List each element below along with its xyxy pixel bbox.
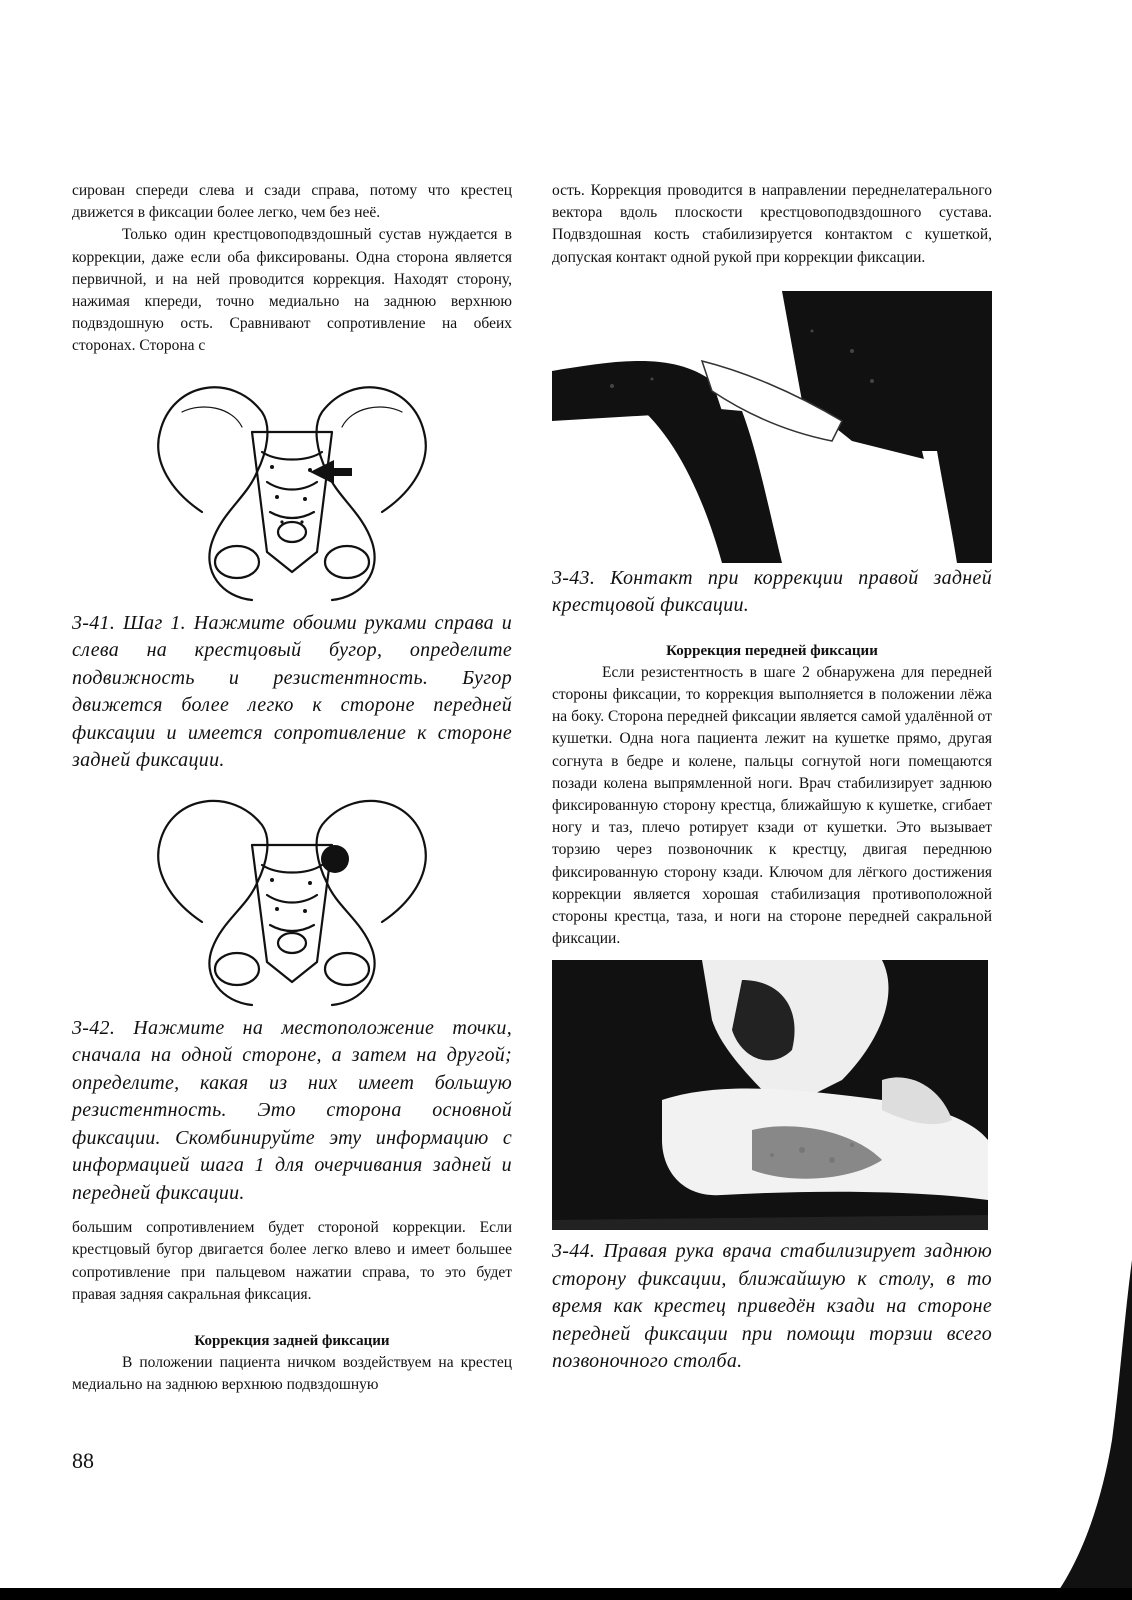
page-edge-shadow [1052,1260,1132,1600]
figure-3-41-caption: 3-41. Шаг 1. Нажмите обоими руками справа и слева на крестцовый бугор, определите подвижность и резистентность. Бугор движется более легко к стороне передней фиксации и имеется сопротивление к стороне задней фиксации. [72,611,512,772]
arrow-icon [310,460,352,484]
left-column [72,180,512,1396]
figure-3-41-pelvis-illustration [142,372,442,604]
figure-3-43-photo [552,291,992,563]
pressure-point-icon [321,845,349,873]
right-paragraph-1: ость. Коррекция проводится в направлении переднелатерального вектора вдоль плоскости крестцовоподвздошного сустава. Подвздошная кость стабилизируется контактом с кушеткой, допуская контакт одной рукой при коррекции фиксации. [552,182,992,266]
scan-border-bottom [0,1588,1132,1600]
figure-3-44-caption: 3-44. Правая рука врача стабилизирует заднюю сторону фиксации, ближайшую к столу, в то время как крестец приведён кзади на стороне передней фиксации при помощи торзии всего позвоночного столба. [552,1240,992,1373]
section-heading-posterior-fixation: Коррекция задней фиксации [194,1332,390,1349]
right-paragraph-2: Если резистентность в шаге 2 обнаружена для передней стороны фиксации, то коррекция выполняется в положении лёжа на боку. Сторона передней фиксации является самой удалённой от кушетки. Одна нога пациента лежит на кушетке прямо, другая согнута в бедре и колене, пальцы согнутой ноги помещаются позади колена выпрямленной ноги. Врач стабилизирует заднюю фиксированную сторону крестца, ближайшую к кушетке, сгибает ногу и таз, плечо ротирует кзади от кушетки. Это вызывает торзию через позвоночник к крестцу, двигая переднюю фиксированную сторону кзади. Ключом для лёгкого достижения коррекции является хорошая стабилизация противоположной стороны крестца, таза, и ноги на стороне передней сакральной фиксации. [552,663,992,948]
page-number: 88 [72,1448,94,1473]
figure-3-44-photo [552,960,988,1230]
left-paragraph-2: Только один крестцовоподвздошный сустав нуждается в коррекции, даже если оба фиксированы. Одна сторона является первичной, и на ней проводится коррекция. Находят сторону, нажимая кпереди, точно медиально на заднюю верхнюю подвздошную ость. Сравнивают сопротивление на обеих сторонах. Сторона с [72,226,512,355]
left-paragraph-1: сирован спереди слева и сзади справа, потому что крестец движется в фиксации более легко, чем без неё. [72,182,512,222]
figure-3-43-caption: 3-43. Контакт при коррекции правой задней крестцовой фиксации. [552,566,992,617]
left-paragraph-3: большим сопротивлением будет стороной коррекции. Если крестцовый бугор двигается более легко влево и имеет большее сопротивление при пальцевом нажатии справа, то это будет правая задняя сакральная фиксация. [72,1219,512,1303]
section-heading-anterior-fixation: Коррекция передней фиксации [666,642,878,659]
left-paragraph-4: В положении пациента ничком воздействуем на крестец медиально на заднюю верхнюю подвздошную [72,1353,512,1394]
figure-3-42-caption: 3-42. Нажмите на местоположение точки, сначала на одной стороне, а затем на другой; определите, какая из них имеет большую резистентность. Это сторона основной фиксации. Скомбинируйте эту информацию с информацией шага 1 для очерчивания задней и передней фиксации. [72,1016,512,1204]
right-column [552,180,992,1376]
figure-3-42-pelvis-illustration [142,787,442,1009]
